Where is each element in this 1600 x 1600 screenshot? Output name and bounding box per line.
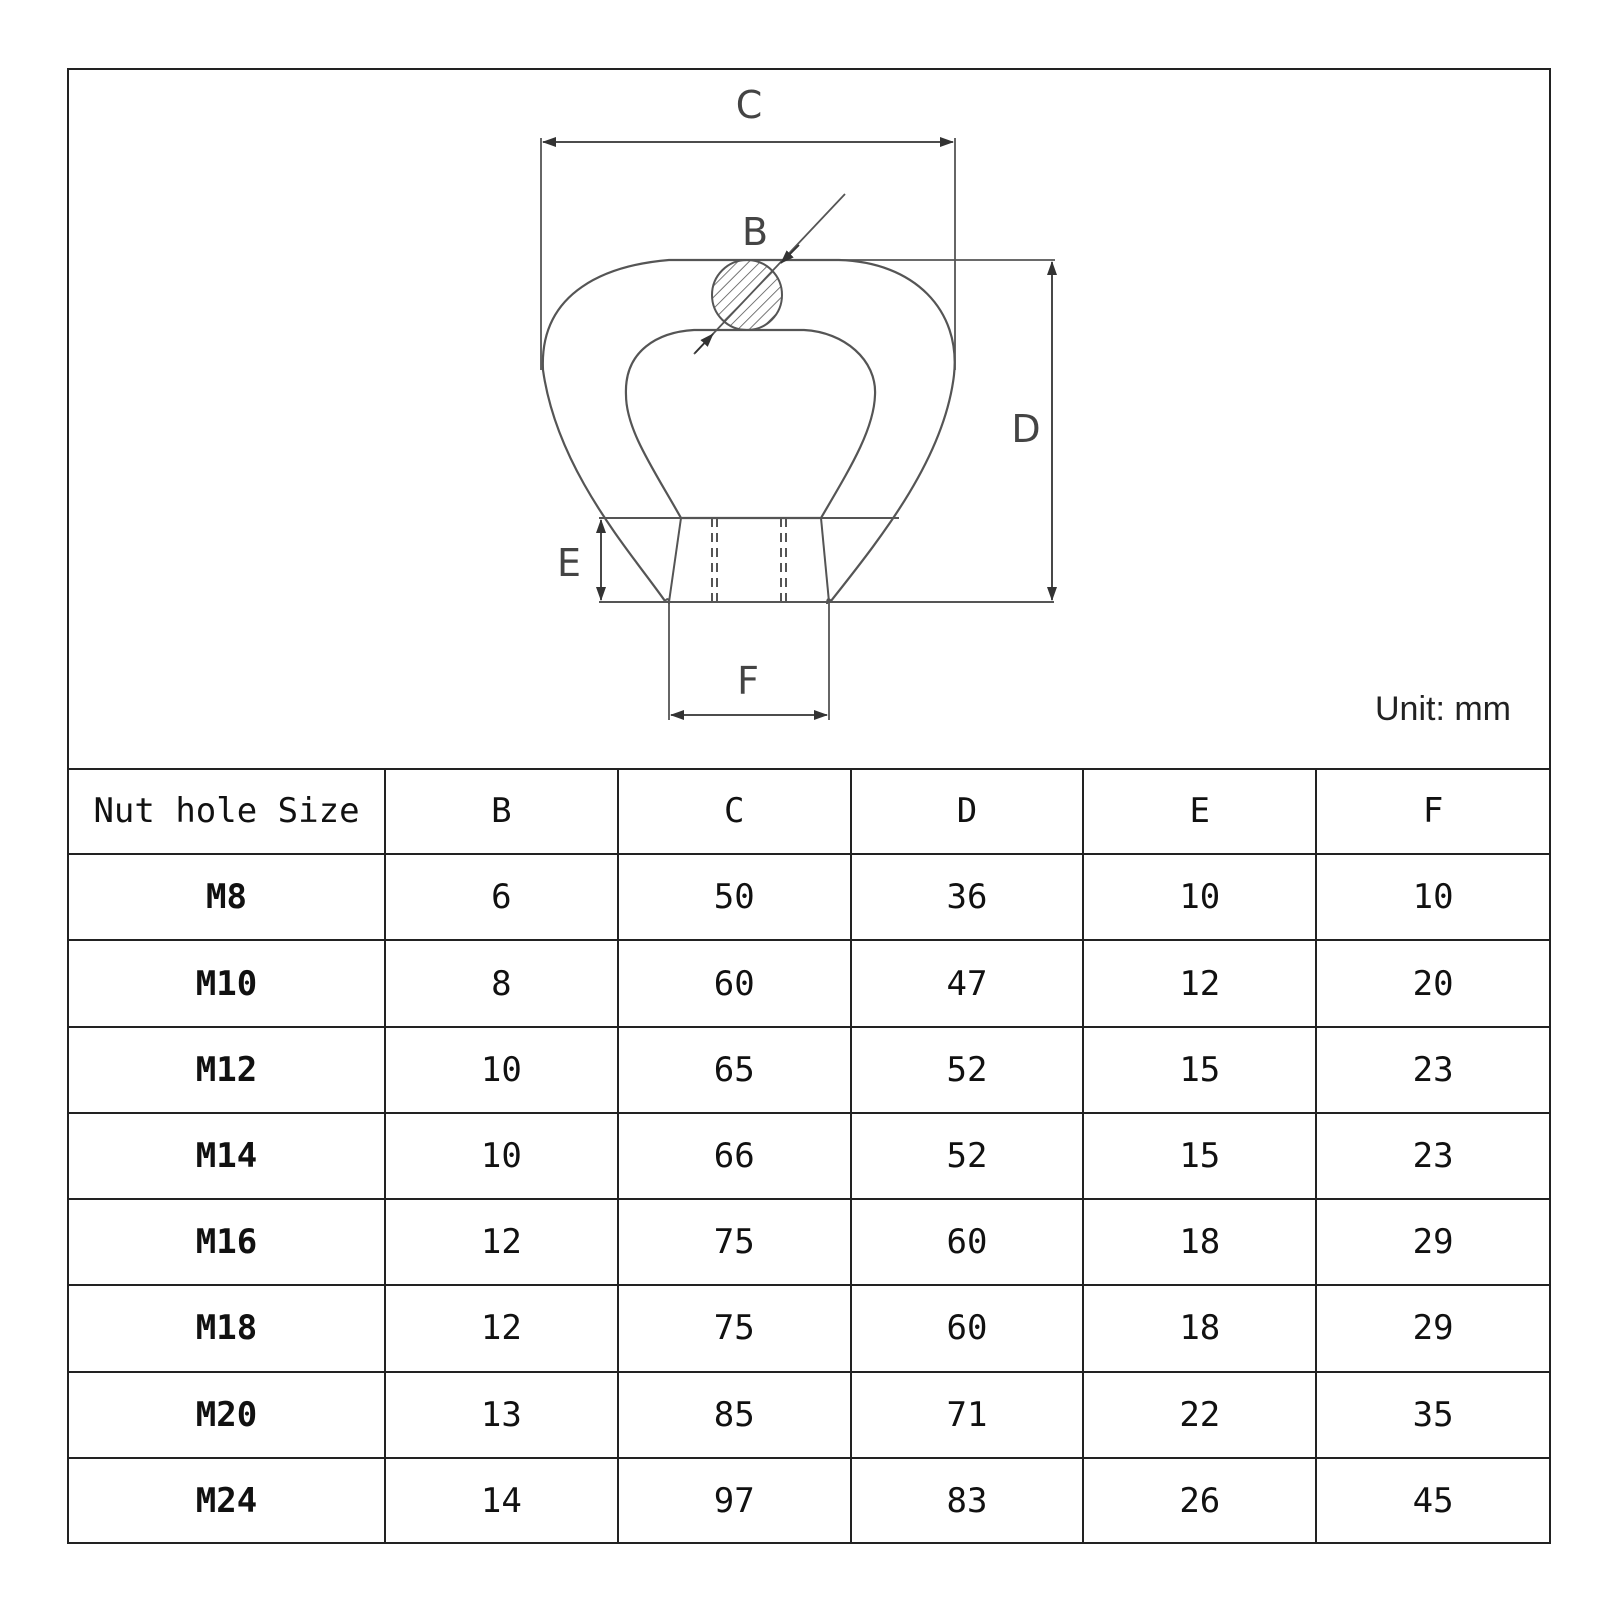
value-cell: 12 [1083,940,1316,1026]
table-row [69,1372,1549,1458]
value-cell: 65 [618,1027,851,1113]
value-cell: 22 [1083,1372,1316,1458]
value-cell: 29 [1316,1285,1549,1371]
value-cell: 20 [1316,940,1549,1026]
b-dim-arrow-bottom [695,334,713,353]
inner-hole [626,330,875,518]
table-row [69,1113,1549,1199]
value-cell: 10 [385,1027,618,1113]
header-e: E [1083,768,1316,854]
value-cell: 60 [851,1199,1084,1285]
value-cell: 29 [1316,1199,1549,1285]
value-cell: 15 [1083,1027,1316,1113]
value-cell: 12 [385,1199,618,1285]
value-cell: 14 [385,1458,618,1544]
value-cell: 15 [1083,1113,1316,1199]
eye-nut-drawing [69,70,1549,768]
table-row [69,940,1549,1026]
value-cell: 97 [618,1458,851,1544]
value-cell: 23 [1316,1027,1549,1113]
table-row [69,1285,1549,1371]
size-cell: M14 [69,1113,385,1199]
value-cell: 83 [851,1458,1084,1544]
value-cell: 66 [618,1113,851,1199]
value-cell: 6 [385,854,618,940]
value-cell: 52 [851,1113,1084,1199]
value-cell: 60 [851,1285,1084,1371]
table-row [69,854,1549,940]
value-cell: 50 [618,854,851,940]
spec-table [69,768,1549,1544]
value-cell: 35 [1316,1372,1549,1458]
value-cell: 75 [618,1285,851,1371]
value-cell: 36 [851,854,1084,940]
header-row [69,768,1549,854]
value-cell: 47 [851,940,1084,1026]
size-cell: M10 [69,940,385,1026]
label-d: D [1011,407,1041,451]
value-cell: 12 [385,1285,618,1371]
base-taper-left [669,518,681,602]
label-f: F [737,659,759,703]
label-b: B [741,210,769,254]
table-row [69,1199,1549,1285]
value-cell: 71 [851,1372,1084,1458]
size-cell: M18 [69,1285,385,1371]
size-cell: M24 [69,1458,385,1544]
value-cell: 60 [618,940,851,1026]
label-c: C [735,83,763,127]
size-cell: M20 [69,1372,385,1458]
value-cell: 75 [618,1199,851,1285]
frame [67,68,1551,1544]
header-b: B [385,768,618,854]
value-cell: 10 [1316,854,1549,940]
label-e: E [556,541,582,585]
header-d: D [851,768,1084,854]
section-circle [712,260,782,330]
value-cell: 52 [851,1027,1084,1113]
value-cell: 45 [1316,1458,1549,1544]
diagram-panel [69,70,1549,770]
size-cell: M8 [69,854,385,940]
value-cell: 26 [1083,1458,1316,1544]
value-cell: 10 [1083,854,1316,940]
base-taper-right [821,518,829,602]
header-nut-hole-size: Nut hole Size [69,768,385,854]
value-cell: 85 [618,1372,851,1458]
value-cell: 10 [385,1113,618,1199]
size-cell: M16 [69,1199,385,1285]
table-row [69,1458,1549,1544]
value-cell: 8 [385,940,618,1026]
header-f: F [1316,768,1549,854]
value-cell: 18 [1083,1285,1316,1371]
table-row [69,1027,1549,1113]
unit-label: Unit: mm [1375,690,1511,728]
value-cell: 18 [1083,1199,1316,1285]
size-cell: M12 [69,1027,385,1113]
value-cell: 23 [1316,1113,1549,1199]
header-c: C [618,768,851,854]
value-cell: 13 [385,1372,618,1458]
